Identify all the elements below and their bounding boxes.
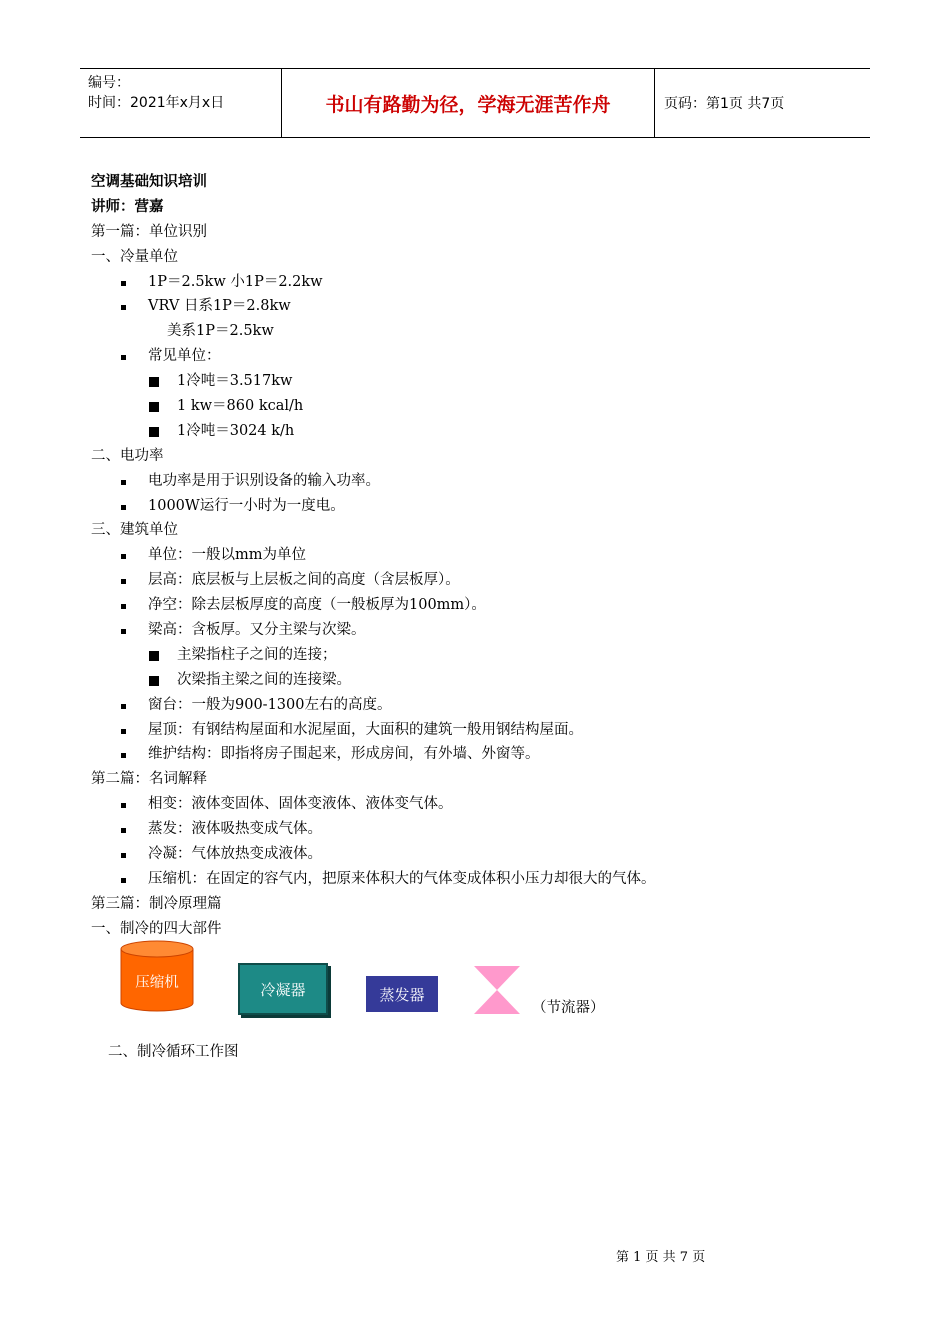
page-info: 页码：第1页 共7页 [664,96,785,112]
part3-title: 第三篇：制冷原理篇 [91,895,222,912]
section-title: 三、建筑单位 [91,522,178,539]
four-components-diagram [0,936,950,1026]
section-title: 二、电功率 [91,447,164,464]
evaporator-label: 蒸发器 [379,985,425,1004]
part1-title: 第一篇：单位识别 [91,223,207,240]
compressor-label: 压缩机 [135,975,179,991]
number-label: 编号： [88,75,130,91]
throttle-label: （节流器） [532,1000,605,1016]
list-item: 电功率是用于识别设备的输入功率。 [91,469,871,494]
motto: 书山有路勤为径，学海无涯苦作舟 [325,93,611,116]
list-item: 单位：一般以mm为单位 [91,543,871,568]
divider [654,69,655,137]
list-item: 蒸发：液体吸热变成气体。 [91,817,871,842]
list-item: 1000W运行一小时为一度电。 [91,494,871,519]
page-footer: 第 1 页 共 7 页 [616,1250,706,1265]
list-item: 窗台：一般为900-1300左右的高度。 [91,693,871,718]
part2-title: 第二篇：名词解释 [91,771,207,788]
condenser-label: 冷凝器 [260,980,306,999]
list-item: 冷凝：气体放热变成液体。 [91,842,871,867]
list-item: 1P＝2.5kw 小1P＝2.2kw [91,270,871,295]
document-body [91,170,871,942]
list-item: 梁高：含板厚。又分主梁与次梁。 [91,618,871,643]
sub-list-item: 次梁指主梁之间的连接梁。 [91,668,871,693]
condenser-box [238,963,328,1015]
throttle-valve-shape [474,966,520,1014]
list-item: 屋顶：有钢结构屋面和水泥屋面，大面积的建筑一般用钢结构屋面。 [91,718,871,743]
section-title: 二、制冷循环工作图 [108,1044,239,1060]
evaporator-box [366,976,438,1012]
section-title: 一、冷量单位 [91,248,178,265]
list-item: 维护结构：即指将房子围起来，形成房间，有外墙、外窗等。 [91,742,871,767]
list-item: 净空：除去层板厚度的高度（一般板厚为100mm）。 [91,593,871,618]
doc-title: 空调基础知识培训 [91,174,207,190]
date-label: 时间：2021年x月x日 [88,95,225,111]
list-item-continuation: 美系1P＝2.5kw [167,323,274,340]
header-left-cell [88,73,278,113]
list-item: VRV 日系1P＝2.8kw [91,294,871,319]
sub-list-item: 1冷吨＝3024 k/h [91,419,871,444]
lecturer: 讲师：营嘉 [91,198,164,215]
sub-list-item: 主梁指柱子之间的连接； [91,643,871,668]
header-table [80,68,870,138]
compressor-cylinder [120,940,194,1012]
list-item: 相变：液体变固体、固体变液体、液体变气体。 [91,792,871,817]
section-title: 一、制冷的四大部件 [91,920,222,937]
list-item: 层高：底层板与上层板之间的高度（含层板厚）。 [91,568,871,593]
sub-list-item: 1冷吨＝3.517kw [91,369,871,394]
list-item: 压缩机：在固定的容气内，把原来体积大的气体变成体积小压力却很大的气体。 [91,867,871,892]
list-item: 常见单位： [91,344,871,369]
sub-list-item: 1 kw＝860 kcal/h [91,394,871,419]
